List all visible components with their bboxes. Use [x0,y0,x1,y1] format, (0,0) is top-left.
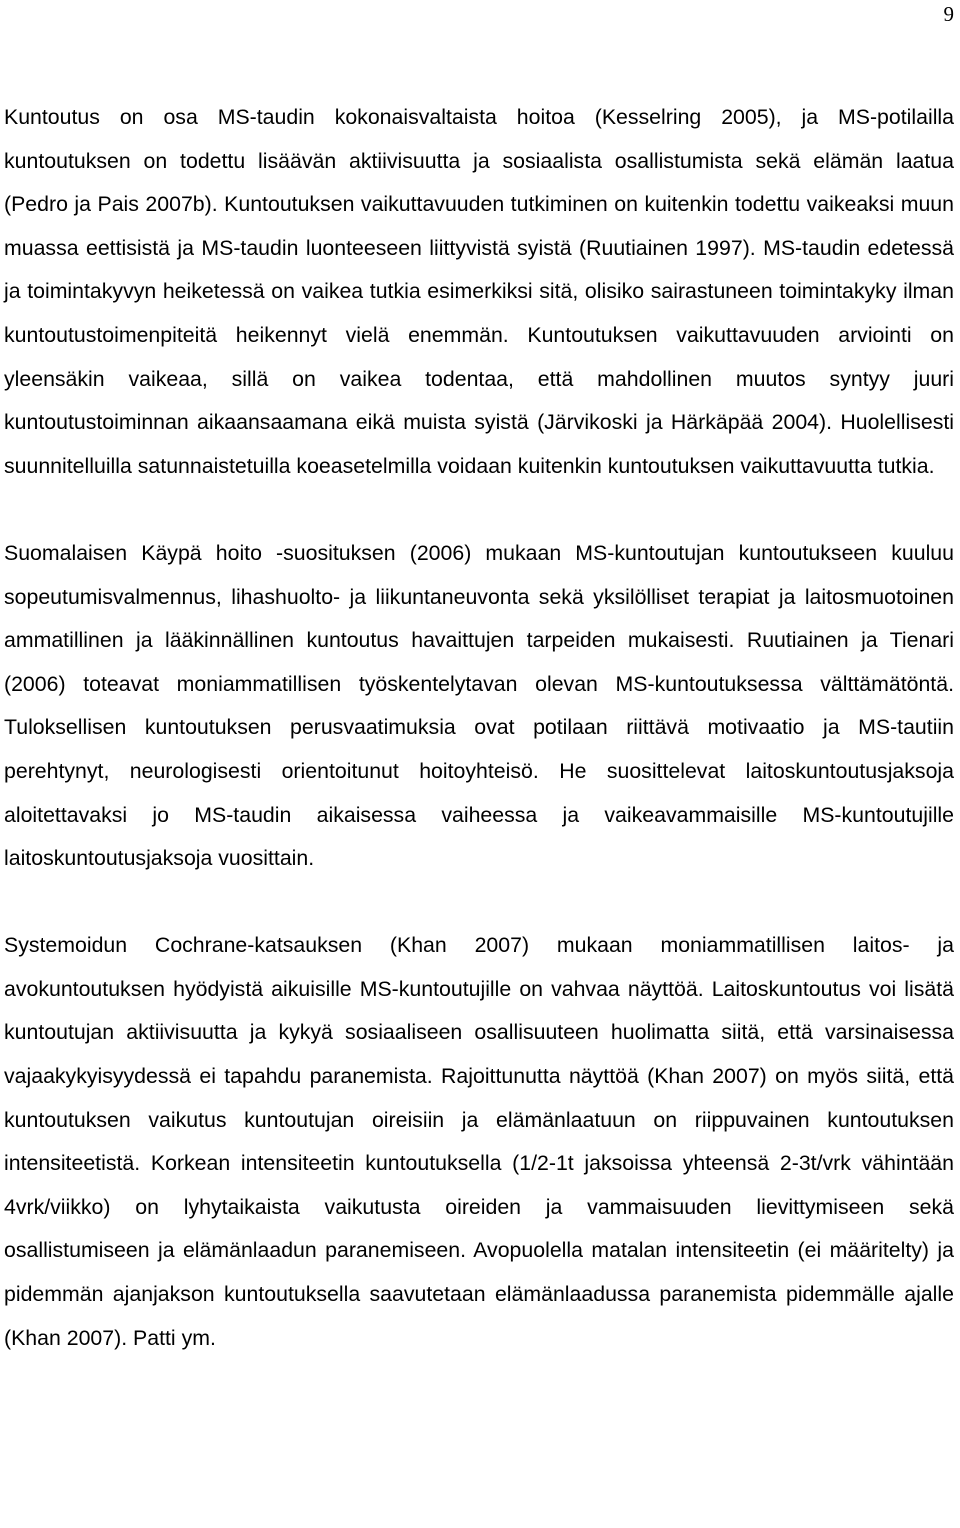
page-number: 9 [943,2,954,26]
paragraph-kaypa-hoito-recommendation: Suomalaisen Käypä hoito -suosituksen (2006) mukaan MS-kuntoutujan kuntoutukseen kuuluu sopeutumisvalmennus, lihashuolto- ja liikuntaneuvonta sekä yksilölliset terapiat ja laitosmuotoinen ammatillinen ja lääkinnällinen kuntoutus havaittujen tarpeiden mukaisesti. Ruutiainen ja Tienari (2006) toteavat moniammatillisen työskentelytavan olevan MS-kuntoutuksessa välttämätöntä. Tuloksellisen kuntoutuksen perusvaatimuksia ovat potilaan riittävä motivaatio ja MS-tautiin perehtynyt, neurologisesti orientoitunut hoitoyhteisö. He suosittelevat laitoskuntoutusjaksoja aloitettavaksi jo MS-taudin aikaisessa vaiheessa ja vaikeavammaisille MS-kuntoutujille laitoskuntoutusjaksoja vuosittain. [4,540,954,871]
paragraph-rehabilitation-effectiveness: Kuntoutus on osa MS-taudin kokonaisvaltaista hoitoa (Kesselring 2005), ja MS-potilailla kuntoutuksen on todettu lisäävän aktiivisuutta ja sosiaalista osallistumista sekä elämän laatua (Pedro ja Pais 2007b). Kuntoutuksen vaikuttavuuden tutkiminen on kuitenkin todettu vaikeaksi muun muassa eettisistä ja MS-taudin luonteeseen liittyvistä syistä (Ruutiainen 1997). MS-taudin edetessä ja toimintakyvyn heiketessä on vaikea tutkia esimerkiksi sitä, olisiko sairastuneen toimintakyky ilman kuntoutustoimenpiteitä heikennyt vielä enemmän. Kuntoutuksen vaikuttavuuden arviointi on yleensäkin vaikeaa, sillä on vaikea todentaa, että mahdollinen muutos syntyy juuri kuntoutustoiminnan aikaansaamana eikä muista syistä (Järvikoski ja Härkäpää 2004). Huolellisesti suunnitelluilla satunnaistetuilla koeasetelmilla voidaan kuitenkin kuntoutuksen vaikuttavuutta tutkia. [4,105,954,478]
paragraph-cochrane-review: Systemoidun Cochrane-katsauksen (Khan 2007) mukaan moniammatillisen laitos- ja avokuntoutuksen hyödyistä aikuisille MS-kuntoutujille on vahvaa näyttöä. Laitoskuntoutus voi lisätä kuntoutujan aktiivisuutta ja kykyä sosiaaliseen osallisuuteen huolimatta siitä, että varsinaisessa vajaakykyisyydessä ei tapahdu paranemista. Rajoittunutta näyttöä (Khan 2007) on myös siitä, että kuntoutuksen vaikutus kuntoutujan oireisiin ja elämänlaatuun on riippuvainen kuntoutuksen intensiteetistä. Korkean intensiteetin kuntoutuksella (1/2-1t jaksoissa yhteensä 2-3t/vrk vähintään 4vrk/viikko) on lyhytaikaista vaikutusta oireiden ja vammaisuuden lievittymiseen sekä osallistumiseen ja elämänlaadun paranemiseen. Avopuolella matalan intensiteetin (ei määritelty) ja pidemmän ajanjakson kuntoutuksella saavutetaan elämänlaadussa paranemista pidemmälle ajalle (Khan 2007). Patti ym. [4,933,954,1350]
document-body [4,96,954,1360]
